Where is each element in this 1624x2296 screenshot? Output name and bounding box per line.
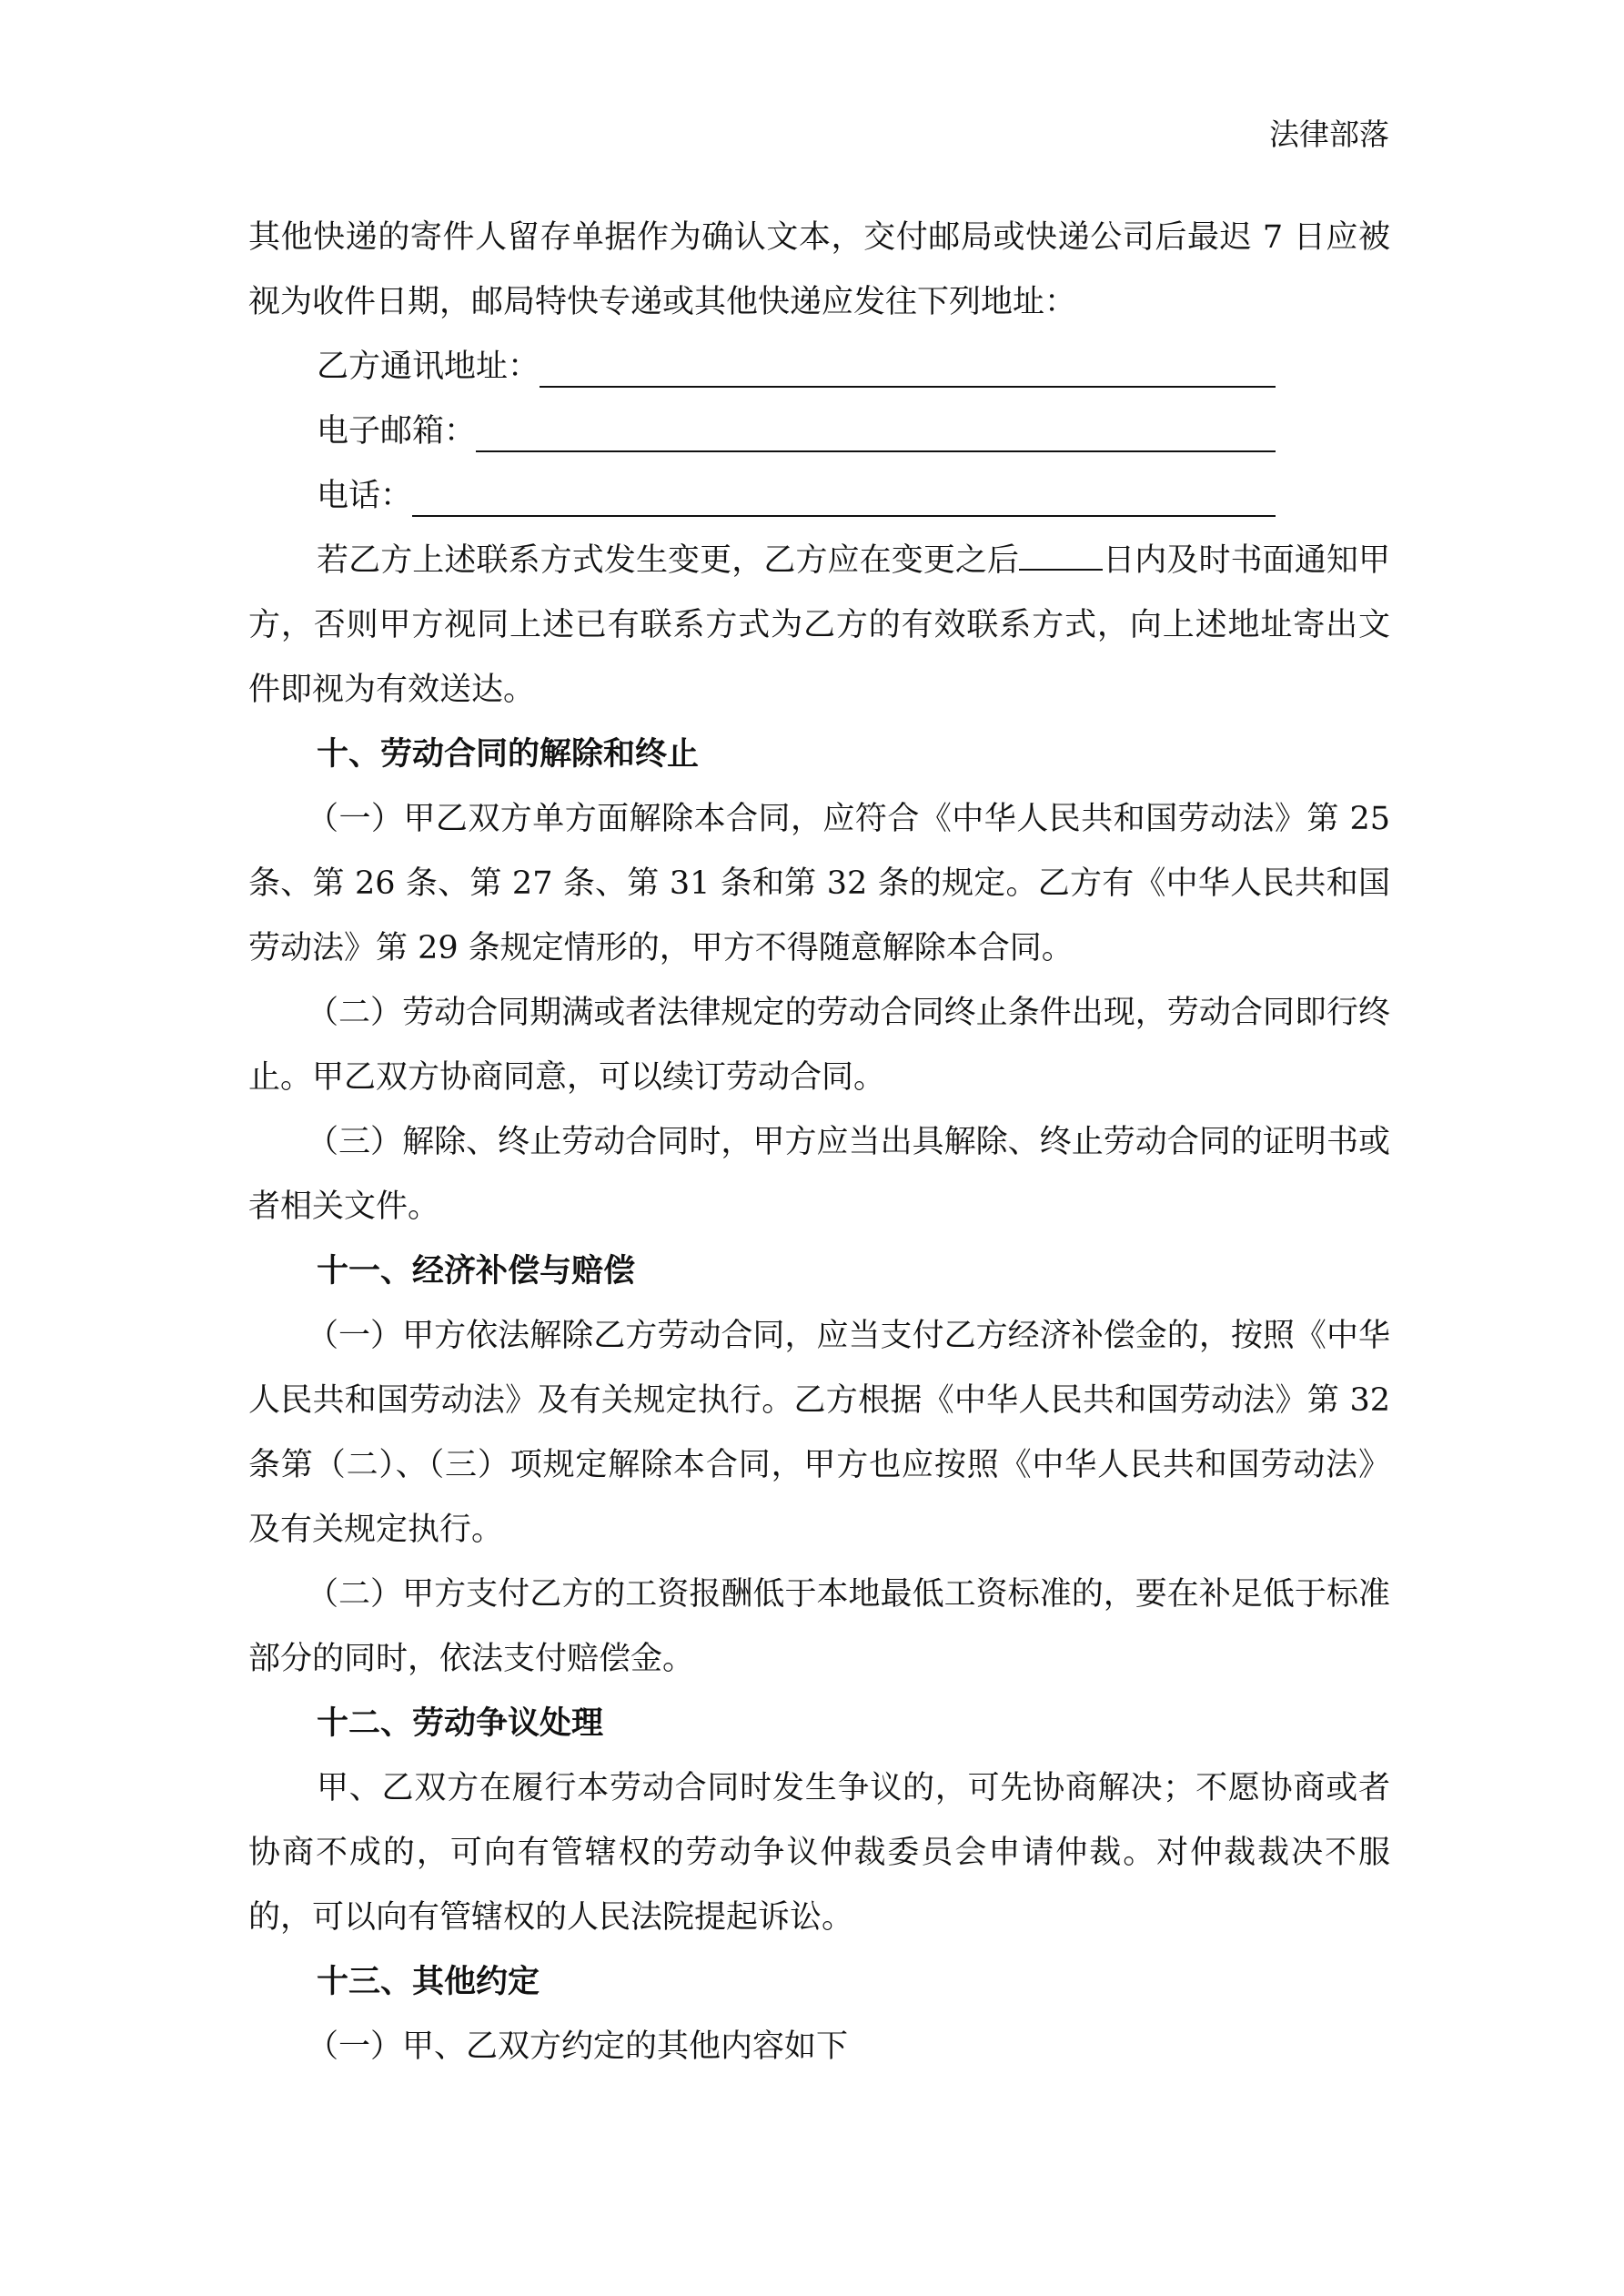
- change-notice-paragraph: [248, 529, 1390, 723]
- days-blank[interactable]: [1019, 543, 1103, 571]
- change-notice-after: 日内及时书面通知甲方，否则甲方视同上述已有联系方式为乙方的有效联系方式，向上述地址寄出文件即视为有效送达。: [248, 542, 1390, 708]
- header-brand: 法律部落: [1269, 116, 1389, 152]
- section-11-para-1: （一）甲方依法解除乙方劳动合同，应当支付乙方经济补偿金的，按照《中华人民共和国劳动法》及有关规定执行。乙方根据《中华人民共和国劳动法》第 32 条第（二）、（三）项规定解除本合同，甲方也应按照《中华人民共和国劳动法》及有关规定执行。: [248, 1318, 1390, 1548]
- address-blank-line[interactable]: [540, 342, 1276, 388]
- address-field-row: [248, 335, 1276, 400]
- section-12-para-1: 甲、乙双方在履行本劳动合同时发生争议的，可先协商解决；不愿协商或者协商不成的，可向有管辖权的劳动争议仲裁委员会申请仲裁。对仲裁裁决不服的，可以向有管辖权的人民法院提起诉讼。: [248, 1770, 1390, 1936]
- email-label: 电子邮箱：: [317, 413, 477, 450]
- section-11-para-2: （二）甲方支付乙方的工资报酬低于本地最低工资标准的，要在补足低于标准部分的同时，依法支付赔偿金。: [248, 1576, 1390, 1677]
- phone-field-row: [248, 464, 1276, 529]
- section-10-title: 十、劳动合同的解除和终止: [317, 736, 700, 773]
- section-11-title: 十一、经济补偿与赔偿: [317, 1253, 636, 1290]
- section-10-para-2: （二）劳动合同期满或者法律规定的劳动合同终止条件出现，劳动合同即行终止。甲乙双方协商同意，可以续订劳动合同。: [248, 995, 1390, 1096]
- document-body: [248, 206, 1390, 2079]
- address-label: 乙方通讯地址：: [317, 349, 540, 385]
- intro-paragraph: 其他快递的寄件人留存单据作为确认文本，交付邮局或快递公司后最迟 7 日应被视为收件日期，邮局特快专递或其他快递应发往下列地址：: [248, 219, 1390, 320]
- section-10-para-3: （三）解除、终止劳动合同时，甲方应当出具解除、终止劳动合同的证明书或者相关文件。: [248, 1124, 1390, 1225]
- phone-blank-line[interactable]: [412, 471, 1276, 517]
- phone-label: 电话：: [317, 478, 413, 514]
- email-blank-line[interactable]: [476, 407, 1276, 452]
- section-10-para-1: （一）甲乙双方单方面解除本合同，应符合《中华人民共和国劳动法》第 25 条、第 26 条、第 27 条、第 31 条和第 32 条的规定。乙方有《中华人民共和国劳动法》第 29 条规定情形的，甲方不得随意解除本合同。: [248, 801, 1390, 966]
- section-13-para-1: （一）甲、乙双方约定的其他内容如下: [307, 2028, 849, 2065]
- section-12-title: 十二、劳动争议处理: [317, 1705, 604, 1742]
- section-13-title: 十三、其他约定: [317, 1964, 540, 2000]
- change-notice-before: 若乙方上述联系方式发生变更，乙方应在变更之后: [317, 542, 1020, 579]
- email-field-row: [248, 400, 1276, 464]
